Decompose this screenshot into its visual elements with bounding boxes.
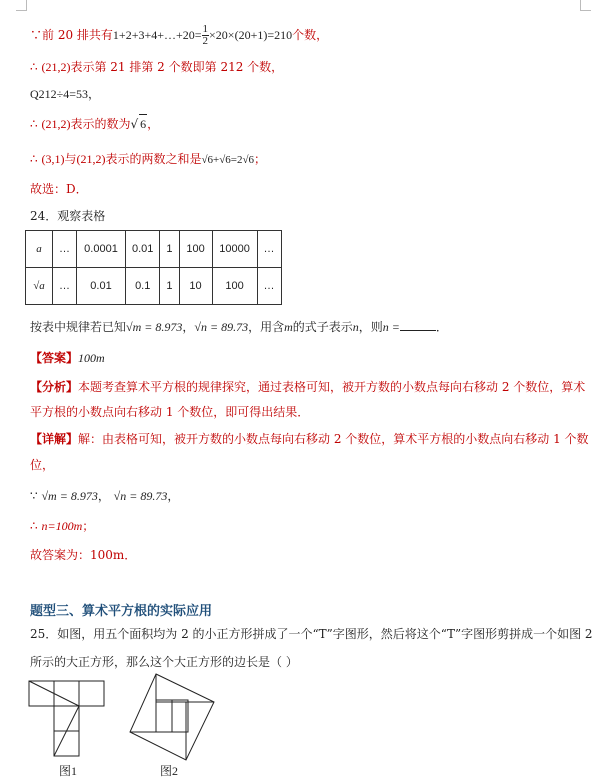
fraction-one-half: $\frac{1}{2}$ bbox=[202, 23, 209, 47]
page-corner-mark-right bbox=[580, 0, 591, 11]
detail-line-1: 【详解】解：由表格可知，被开方数的小数点每向右移动 2 个数位，算术平方根的小数点向右移动 1 个数 bbox=[30, 432, 589, 446]
table-row bbox=[26, 231, 282, 268]
table-cell: 0.1 bbox=[126, 268, 160, 305]
solution-line-sum-two: ∴ (3,1)与(21,2)表示的两数之和是√6+√6=2√6； bbox=[30, 152, 267, 166]
table-cell: 100 bbox=[212, 268, 257, 305]
table-cell: 0.01 bbox=[77, 268, 126, 305]
table-cell: … bbox=[257, 268, 281, 305]
solution-line-sum: ∵前 20 排共有1+2+3+4+…+20= $\frac{1}{2}$ ×20×(20+1)=210个数， bbox=[30, 23, 329, 47]
table-cell: … bbox=[257, 231, 281, 268]
answer-blank bbox=[400, 318, 436, 331]
table-cell: 1 bbox=[160, 268, 179, 305]
result-line: ∴ n=100m； bbox=[30, 519, 95, 533]
figure-1-t-shape bbox=[28, 680, 108, 758]
figure-2-big-square bbox=[128, 672, 218, 762]
question-25-line-1: 25．如图，用五个面积均为 2 的小正方形拼成了一个“T”字图形，然后将这个“T”字图形剪拼成一个如图 2 bbox=[30, 627, 593, 641]
analysis-tag: 【分析】 bbox=[30, 380, 79, 394]
table-cell: 10000 bbox=[212, 231, 257, 268]
question-24-title: 24．观察表格 bbox=[30, 209, 106, 223]
detail-tag: 【详解】 bbox=[30, 432, 79, 446]
answer-tag: 【答案】 bbox=[30, 351, 79, 365]
solution-choice: 故选：D． bbox=[30, 182, 88, 196]
table-row bbox=[26, 268, 282, 305]
given-equations: ∵ √m = 8.973， √n = 89.73， bbox=[30, 489, 180, 503]
section-heading: 题型三、算术平方根的实际应用 bbox=[30, 604, 213, 619]
since-symbol: ∵ bbox=[30, 28, 43, 42]
question-24-stem: 按表中规律若已知√m = 8.973，√n = 89.73，用含m的式子表示n，则n = ． bbox=[30, 320, 448, 334]
table-cell: … bbox=[53, 268, 77, 305]
observation-table bbox=[25, 230, 282, 305]
detail-line-2: 位， bbox=[30, 458, 55, 472]
answer-line: 【答案】100m bbox=[30, 351, 105, 365]
page-corner-mark-left bbox=[16, 0, 27, 11]
table-cell: 1 bbox=[160, 231, 179, 268]
table-cell: … bbox=[53, 231, 77, 268]
solution-line-division: Q212÷4=53， bbox=[30, 87, 101, 101]
table-cell: 100 bbox=[179, 231, 212, 268]
table-cell: √a bbox=[26, 268, 53, 305]
figure-1-caption: 图1 bbox=[59, 764, 78, 778]
solution-line-position: ∴ (21,2)表示第 21 排第 2 个数即第 212 个数， bbox=[30, 60, 284, 74]
analysis-line-1: 【分析】本题考查算术平方根的规律探究，通过表格可知，被开方数的小数点每向右移动 2 个数位，算术 bbox=[30, 380, 586, 394]
figure-2-caption: 图2 bbox=[160, 764, 179, 778]
question-25-line-2: 所示的大正方形，那么这个大正方形的边长是（ ） bbox=[30, 655, 298, 669]
table-cell: 0.0001 bbox=[77, 231, 126, 268]
solution-line-value: ∴ (21,2)表示的数为√ 6， bbox=[30, 114, 159, 133]
final-answer: 故答案为：100m． bbox=[30, 548, 137, 562]
table-cell: 0.01 bbox=[126, 231, 160, 268]
analysis-line-2: 平方根的小数点向右移动 1 个数位，即可得出结果． bbox=[30, 405, 310, 419]
table-cell: a bbox=[26, 231, 53, 268]
table-cell: 10 bbox=[179, 268, 212, 305]
